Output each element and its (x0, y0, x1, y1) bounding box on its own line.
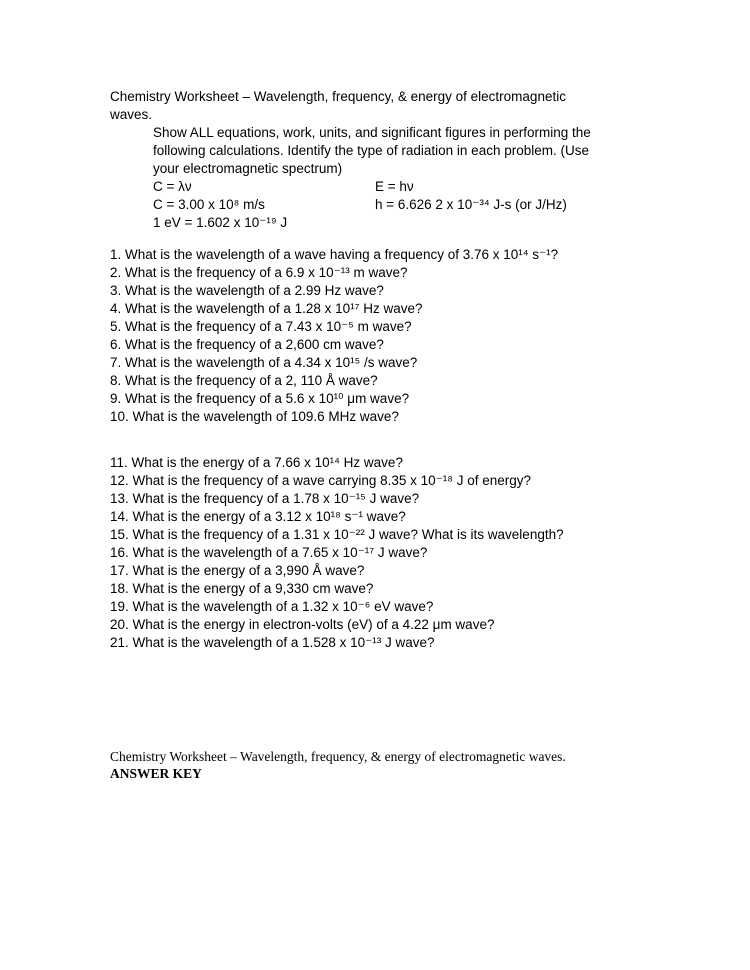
equation-row-1 (153, 178, 650, 196)
question-3: 3. What is the wavelength of a 2.99 Hz wave? (110, 283, 384, 298)
question-14: 14. What is the energy of a 3.12 x 10¹⁸ s⁻¹ wave? (110, 509, 406, 524)
questions-section-1 (110, 246, 635, 426)
question-15: 15. What is the frequency of a 1.31 x 10⁻²² J wave? What is its wavelength? (110, 527, 564, 542)
question-11: 11. What is the energy of a 7.66 x 10¹⁴ Hz wave? (110, 455, 403, 470)
question-19: 19. What is the wavelength of a 1.32 x 10⁻⁶ eV wave? (110, 599, 434, 614)
footer-title: Chemistry Worksheet – Wavelength, frequency, & energy of electromagnetic waves. (110, 749, 566, 764)
answer-key-label: ANSWER KEY (110, 766, 202, 781)
questions-section-2 (110, 454, 635, 652)
instructions-text: Show ALL equations, work, units, and significant figures in performing the following calculations. Identify the type of radiation in each problem. (Use your electromagnetic spectrum) (153, 125, 591, 176)
question-9: 9. What is the frequency of a 5.6 x 10¹⁰ μm wave? (110, 391, 410, 406)
question-8: 8. What is the frequency of a 2, 110 Å wave? (110, 373, 378, 388)
question-2: 2. What is the frequency of a 6.9 x 10⁻¹³ m wave? (110, 265, 408, 280)
speed-of-light-constant: C = 3.00 x 10⁸ m/s (153, 197, 265, 212)
footer-block (110, 748, 650, 782)
question-21: 21. What is the wavelength of a 1.528 x 10⁻¹³ J wave? (110, 635, 435, 650)
question-12: 12. What is the frequency of a wave carrying 8.35 x 10⁻¹⁸ J of energy? (110, 473, 532, 488)
question-5: 5. What is the frequency of a 7.43 x 10⁻⁵ m wave? (110, 319, 412, 334)
plancks-constant: h = 6.626 2 x 10⁻³⁴ J-s (or J/Hz) (375, 197, 567, 212)
question-18: 18. What is the energy of a 9,330 cm wave? (110, 581, 374, 596)
equation-row-2 (153, 196, 650, 214)
question-1: 1. What is the wavelength of a wave having a frequency of 3.76 x 10¹⁴ s⁻¹? (110, 247, 559, 262)
question-17: 17. What is the energy of a 3,990 Å wave? (110, 563, 365, 578)
question-16: 16. What is the wavelength of a 7.65 x 10⁻¹⁷ J wave? (110, 545, 428, 560)
equation-wavelength-frequency: C = λν (153, 179, 192, 194)
header-block (153, 124, 650, 232)
question-10: 10. What is the wavelength of 109.6 MHz wave? (110, 409, 399, 424)
question-4: 4. What is the wavelength of a 1.28 x 10¹⁷ Hz wave? (110, 301, 423, 316)
equation-energy-frequency: E = hν (375, 179, 414, 194)
electron-volt-constant: 1 eV = 1.602 x 10⁻¹⁹ J (153, 215, 288, 230)
question-6: 6. What is the frequency of a 2,600 cm wave? (110, 337, 384, 352)
question-13: 13. What is the frequency of a 1.78 x 10⁻¹⁵ J wave? (110, 491, 420, 506)
worksheet-title: Chemistry Worksheet – Wavelength, frequency, & energy of electromagnetic waves. (110, 89, 566, 122)
question-7: 7. What is the wavelength of a 4.34 x 10¹⁵ /s wave? (110, 355, 418, 370)
question-20: 20. What is the energy in electron-volts (eV) of a 4.22 μm wave? (110, 617, 495, 632)
